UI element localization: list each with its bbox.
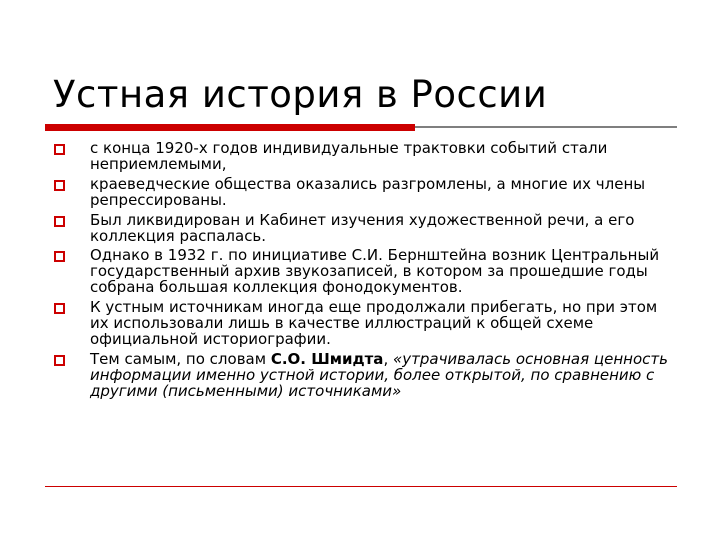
square-bullet-icon bbox=[54, 355, 65, 366]
bullet-list bbox=[54, 141, 680, 400]
bullet-text: с конца 1920-х годов индивидуальные трактовки событий стали неприемлемыми, bbox=[90, 139, 608, 173]
bullet-text: К устным источникам иногда еще продолжали прибегать, но при этом их использовали лишь в качестве иллюстраций к общей схеме официальной историографии. bbox=[90, 298, 658, 348]
bullet-text: Однако в 1932 г. по инициативе С.И. Бернштейна возник Центральный государственный архив звукозаписей, в котором за прошедшие годы собрана большая коллекция фонодокументов. bbox=[90, 246, 660, 297]
footer-divider bbox=[45, 486, 677, 487]
bullet-text: Был ликвидирован и Кабинет изучения художественной речи, а его коллекция распалась. bbox=[90, 210, 635, 245]
square-bullet-icon bbox=[54, 144, 65, 155]
list-item bbox=[54, 174, 680, 209]
bullet-text-separator: , bbox=[383, 349, 393, 368]
list-item bbox=[54, 141, 680, 173]
list-item bbox=[54, 349, 680, 400]
quote-text: «утрачивалась основная ценность информации именно устной истории, более открытой, по сравнению с другими (письменными) источниками» bbox=[90, 349, 668, 400]
list-item bbox=[54, 248, 680, 296]
title-accent-bar bbox=[45, 124, 415, 131]
list-item bbox=[54, 210, 680, 245]
list-item bbox=[54, 300, 680, 348]
square-bullet-icon bbox=[54, 251, 65, 262]
square-bullet-icon bbox=[54, 180, 65, 191]
bullet-text: краеведческие общества оказались разгромлены, а многие их члены репрессированы. bbox=[90, 174, 646, 209]
bullet-text bbox=[90, 350, 668, 400]
bullet-text-prefix: Тем самым, по словам bbox=[90, 349, 271, 368]
square-bullet-icon bbox=[54, 216, 65, 227]
author-name: С.О. Шмидта bbox=[270, 349, 384, 368]
slide-title: Устная история в России bbox=[53, 73, 548, 116]
square-bullet-icon bbox=[54, 303, 65, 314]
